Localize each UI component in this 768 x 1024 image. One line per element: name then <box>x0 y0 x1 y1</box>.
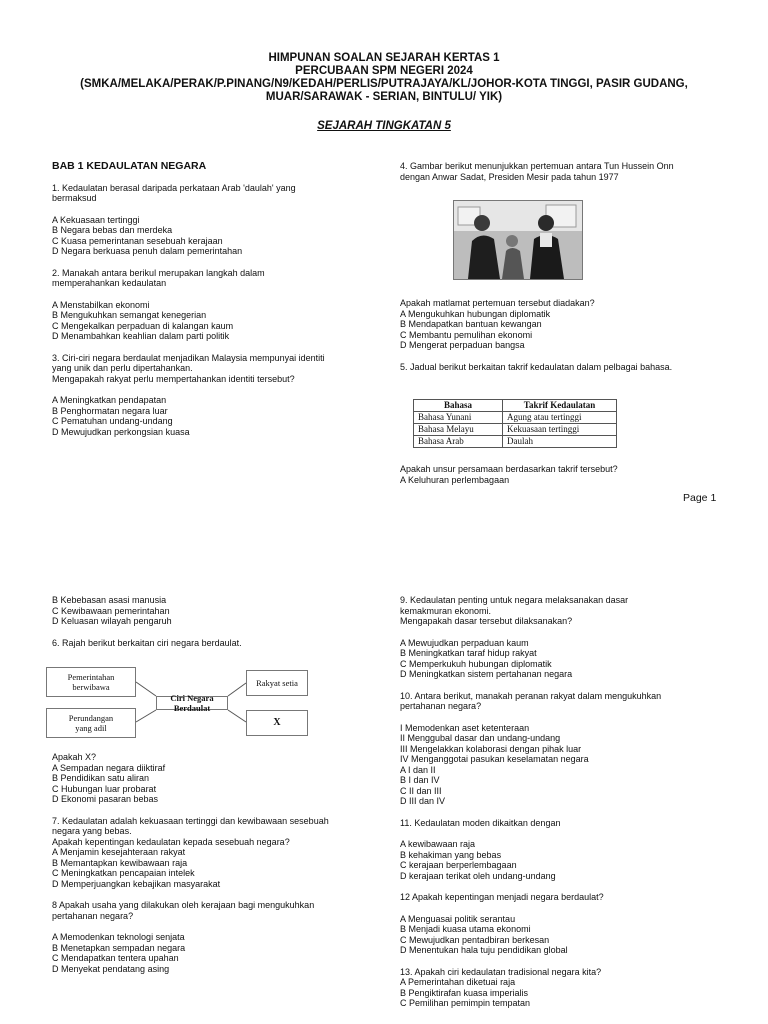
question-12 <box>400 892 730 956</box>
question-stem: Mengapakah rakyat perlu mempertahankan identiti tersebut? <box>52 373 295 384</box>
question-text: Apakah matlamat pertemuan tersebut diadakan? <box>400 298 595 308</box>
title-line-4: MUAR/SARAWAK - SERIAN, BINTULU/ YIK) <box>265 91 503 103</box>
page2-left-lower <box>52 752 372 974</box>
table-cell: Bahasa Yunani <box>414 412 503 424</box>
ciri-negara-diagram <box>46 666 316 738</box>
statement-iii: III Mengelakkan kolaborasi dengan pihak luar <box>400 743 582 754</box>
meeting-photo-illustration <box>454 201 582 279</box>
option-c: C Hubungan luar probarat <box>52 783 157 794</box>
table-row <box>414 424 617 436</box>
diagram-label-line: Perundangan <box>68 713 114 723</box>
option-d: D Menambahkan keahlian dalam parti politik <box>52 331 230 341</box>
option-d: D Memperjuangkan kebajikan masyarakat <box>52 878 221 889</box>
table-cell: Agung atau tertinggi <box>503 412 617 424</box>
table-header: Bahasa <box>414 400 503 412</box>
document-title <box>0 52 768 104</box>
option-a: A Memodenkan teknologi senjata <box>52 932 185 942</box>
option-b: B Kebebasan asasi manusia <box>52 595 167 605</box>
option-d: D Meningkatkan sistem pertahanan negara <box>400 669 573 679</box>
option-c: C Mendapatkan tentera upahan <box>52 953 179 963</box>
option-c: C Mewujudkan pentadbiran berkesan <box>400 934 550 945</box>
diagram-box-top-right: Rakyat setia <box>246 670 308 696</box>
question-3 <box>52 353 372 438</box>
question-stem: Mengapakah dasar tersebut dilaksanakan? <box>400 616 573 626</box>
question-stem: dengan Anwar Sadat, Presiden Mesir pada tahun 1977 <box>400 171 619 182</box>
option-b: B Mengukuhkan semangat kenegerian <box>52 310 207 320</box>
table-row <box>414 436 617 448</box>
option-a: A Menjamin kesejahteraan rakyat <box>52 847 186 857</box>
option-a: A Meningkatkan pendapatan <box>52 395 167 405</box>
question-stem: negara yang bebas. <box>52 826 132 836</box>
option-c: C Mengekalkan perpaduan di kalangan kaum <box>52 320 234 331</box>
question-5-body <box>400 464 720 485</box>
option-b: B Memantapkan kewibawaan raja <box>52 857 188 868</box>
question-5-stem: 5. Jadual berikut berkaitan takrif kedaulatan dalam pelbagai bahasa. <box>400 361 673 372</box>
option-d: D III dan IV <box>400 796 446 806</box>
option-b: B Meningkatkan taraf hidup rakyat <box>400 648 537 658</box>
option-d: D Menyekat pendatang asing <box>52 963 170 974</box>
question-stem: 10. Antara berikut, manakah peranan rakyat dalam mengukuhkan <box>400 690 662 701</box>
option-d: D Mengerat perpaduan bangsa <box>400 340 525 350</box>
question-text: Apakah X? <box>52 752 97 762</box>
table-cell: Bahasa Melayu <box>414 424 503 436</box>
option-d: D kerajaan terikat oleh undang-undang <box>400 870 556 881</box>
document-subtitle: SEJARAH TINGKATAN 5 <box>317 120 451 132</box>
diagram-box-top-left <box>46 667 136 697</box>
diagram-box-bottom-left <box>46 708 136 738</box>
question-stem: 11. Kedaulatan moden dikaitkan dengan <box>400 817 561 828</box>
option-b: B Menetapkan sempadan negara <box>52 942 186 953</box>
question-stem: yang unik dan perlu dipertahankan. <box>52 363 193 373</box>
question-stem: kemakmuran ekonomi. <box>400 605 492 616</box>
question-4-body <box>400 298 720 372</box>
question-stem: pertahanan negara? <box>400 701 482 711</box>
option-b: B Penghormatan negara luar <box>52 405 168 416</box>
question-stem: 12 Apakah kepentingan menjadi negara berdaulat? <box>400 892 604 902</box>
option-c: C Kewibawaan pemerintahan <box>52 605 170 616</box>
statement-ii: II Menggubal dasar dan undang-undang <box>400 733 561 743</box>
question-stem: 1. Kedaulatan berasal daripada perkataan Arab 'daulah' yang <box>52 182 296 193</box>
question-stem: Apakah kepentingan kedaulatan kepada sesebuah negara? <box>52 836 290 847</box>
diagram-label <box>69 713 113 733</box>
option-c: C Meningkatkan pencapaian intelek <box>52 868 195 878</box>
option-c: C Kuasa pemerintanan sesebuah kerajaan <box>52 235 223 246</box>
question-stem: 4. Gambar berikut menunjukkan pertemuan antara Tun Hussein Onn <box>400 161 674 171</box>
option-a: A Pemerintahan diketuai raja <box>400 977 516 987</box>
option-a: A Kekuasaan tertinggi <box>52 214 140 225</box>
option-d: D Menentukan hala tuju pendidikan global <box>400 945 568 955</box>
option-d: D Mewujudkan perkongsian kuasa <box>52 426 190 437</box>
option-a: A kewibawaan raja <box>400 839 476 849</box>
question-4 <box>400 161 720 182</box>
question-7 <box>52 816 372 890</box>
question-6-stem: 6. Rajah berikut berkaitan ciri negara berdaulat. <box>52 637 242 648</box>
question-stem: memperahankan kedaulatan <box>52 278 167 288</box>
question-stem: bermaksud <box>52 193 97 203</box>
diagram-label <box>68 672 115 692</box>
option-b: B Negara bebas dan merdeka <box>52 225 173 235</box>
question-stem: 8 Apakah usaha yang dilakukan oleh kerajaan bagi mengukuhkan <box>52 900 315 910</box>
option-b: B kehakiman yang bebas <box>400 849 502 860</box>
title-line-2: PERCUBAAN SPM NEGERI 2024 <box>295 65 473 77</box>
option-c: C kerajaan berperlembagaan <box>400 860 517 870</box>
diagram-label-line: yang adil <box>75 723 107 733</box>
question-1 <box>52 183 372 257</box>
option-a: A Sempadan negara diiktiraf <box>52 762 166 773</box>
option-b: B Menjadi kuasa utama ekonomi <box>400 924 531 934</box>
page2-right-column <box>400 595 730 1009</box>
diagram-label-line: berwibawa <box>72 682 110 692</box>
page-number: Page 1 <box>683 492 717 504</box>
question-8 <box>52 900 372 974</box>
table-row <box>414 412 617 424</box>
question-9 <box>400 595 730 680</box>
takrif-table-wrap <box>413 399 617 448</box>
statement-i: I Memodenkan aset ketenteraan <box>400 722 530 733</box>
question-11 <box>400 818 730 882</box>
title-line-3: (SMKA/MELAKA/PERAK/P.PINANG/N9/KEDAH/PERLIS/PUTRAJAYA/KL/JOHOR-KOTA TINGGI, PASIR GUDANG, <box>80 78 688 90</box>
option-c: C II dan III <box>400 785 442 796</box>
option-c: C Membantu pemulihan ekonomi <box>400 329 533 340</box>
option-b: B Pengiktirafan kuasa imperialis <box>400 987 529 998</box>
table-header-row <box>414 400 617 412</box>
option-b: B I dan IV <box>400 775 440 785</box>
option-d: D Ekonomi pasaran bebas <box>52 794 159 804</box>
table-cell: Kekuasaan tertinggi <box>503 424 617 436</box>
question-5-continued <box>52 595 372 648</box>
option-d: D Keluasan wilayah pengaruh <box>52 616 172 626</box>
table-header: Takrif Kedaulatan <box>503 400 617 412</box>
question-2 <box>52 268 372 342</box>
diagram-center-box: Ciri Negara Berdaulat <box>156 696 228 710</box>
option-b: B Mendapatkan bantuan kewangan <box>400 319 542 329</box>
question-stem: pertahanan negara? <box>52 910 134 921</box>
option-c: C Pemilihan pemimpin tempatan <box>400 998 531 1008</box>
question-10 <box>400 691 730 807</box>
option-a: A Mengukuhkan hubungan diplomatik <box>400 308 551 319</box>
page1-left-column <box>52 161 372 437</box>
option-a: A Mewujudkan perpaduan kaum <box>400 637 529 648</box>
question-stem: 9. Kedaulatan penting untuk negara melaksanakan dasar <box>400 595 629 605</box>
table-cell: Bahasa Arab <box>414 436 503 448</box>
option-a: A Keluhuran perlembagaan <box>400 474 510 485</box>
question-6-body <box>52 752 372 805</box>
diagram-box-unknown-x: X <box>246 710 308 736</box>
diagram-label-line: Pemerintahan <box>67 672 115 682</box>
title-line-1: HIMPUNAN SOALAN SEJARAH KERTAS 1 <box>268 52 500 64</box>
chapter-heading: BAB 1 KEDAULATAN NEGARA <box>52 160 207 172</box>
question-stem: 3. Ciri-ciri negara berdaulat menjadikan Malaysia mempunyai identiti <box>52 352 325 363</box>
option-b: B Pendidikan satu aliran <box>52 773 150 783</box>
option-d: D Negara berkuasa penuh dalam pemerintahan <box>52 246 243 256</box>
option-c: C Pematuhan undang-undang <box>52 416 173 426</box>
takrif-table <box>413 399 617 448</box>
question-stem: 13. Apakah ciri kedaulatan tradisional negara kita? <box>400 966 602 977</box>
question-text: Apakah unsur persamaan berdasarkan takrif tersebut? <box>400 464 618 474</box>
question-stem: 2. Manakah antara berikul merupakan langkah dalam <box>52 267 265 278</box>
option-c: C Memperkukuh hubungan diplomatik <box>400 658 552 669</box>
question-13 <box>400 967 730 1009</box>
option-a: A Menguasai politik serantau <box>400 913 516 924</box>
meeting-photo <box>453 200 583 280</box>
option-a: A I dan II <box>400 764 436 775</box>
table-cell: Daulah <box>503 436 617 448</box>
option-a: A Menstabilkan ekonomi <box>52 299 150 310</box>
statement-iv: IV Menganggotai pasukan keselamatan negara <box>400 754 589 764</box>
question-stem: 7. Kedaulatan adalah kekuasaan tertinggi dan kewibawaan sesebuah <box>52 815 329 826</box>
